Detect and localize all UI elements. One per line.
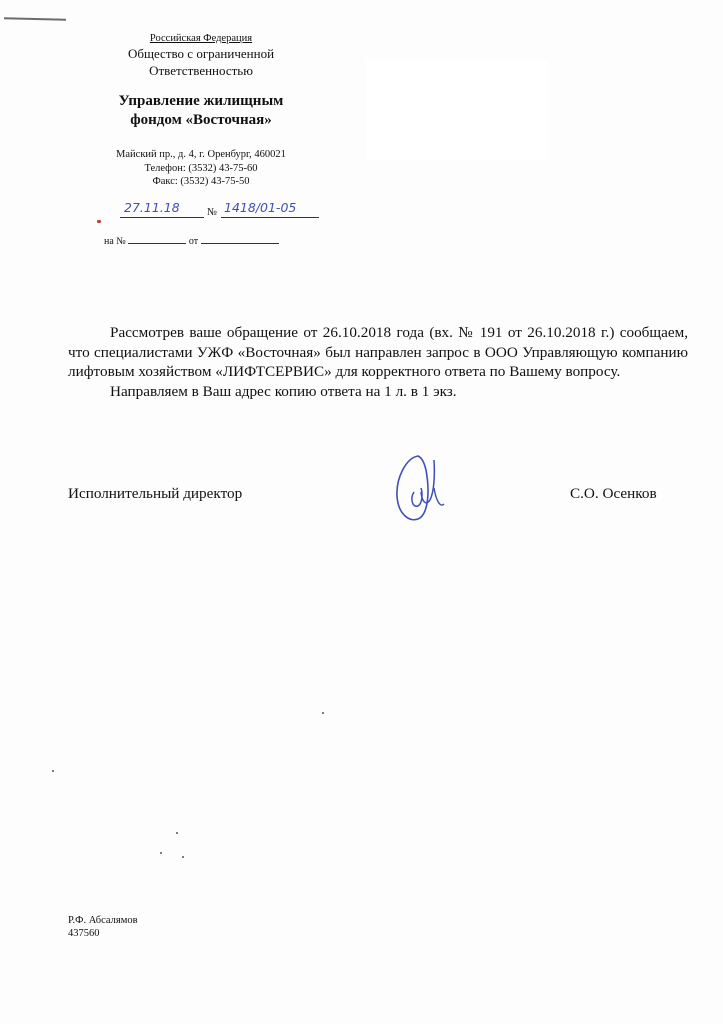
letter-body [68, 323, 688, 401]
handwritten-number: 1418/01-05 [224, 200, 297, 215]
letterhead-org-type-line2: Ответственностью [149, 63, 253, 78]
scan-speck [176, 832, 178, 834]
number-underline [221, 217, 319, 218]
body-paragraph-1: Рассмотрев ваше обращение от 26.10.2018 года (вх. № 191 от 26.10.2018 г.) сообщаем, что специалистами УЖФ «Восточная» был направлен запрос в ООО Управляющую компанию лифтовым хозяйством «ЛИФТСЕРВИС» для корректного ответа по Вашему вопросу. [68, 324, 688, 380]
letterhead-org-type-line1: Общество с ограниченной [127, 46, 275, 61]
scan-speck [160, 852, 162, 854]
scan-speck [52, 770, 54, 772]
date-underline [120, 217, 204, 218]
letterhead-fax: Факс: (3532) 43-75-50 [152, 176, 250, 187]
outgoing-registration-line [104, 200, 324, 223]
red-ink-dot [97, 220, 101, 223]
signatory-role: Исполнительный директор [68, 485, 243, 502]
letterhead-address: Майский пр., д. 4, г. Оренбург, 460021 [116, 149, 286, 160]
reply-from-label: от [188, 236, 199, 247]
handwritten-date: 27.11.18 [124, 200, 180, 215]
handwritten-signature [388, 448, 468, 528]
scan-artifact-line [4, 17, 66, 21]
executor-footer [68, 914, 138, 940]
scan-speck [322, 712, 324, 714]
scan-speck [182, 856, 184, 858]
executor-phone: 437560 [68, 928, 100, 939]
signatory-name: С.О. Осенков [570, 485, 657, 502]
letterhead-country: Российская Федерация [149, 33, 253, 44]
letterhead-contacts [96, 148, 306, 189]
executor-name: Р.Ф. Абсалямов [68, 915, 138, 926]
reply-to-label: на № [104, 236, 126, 247]
letterhead-org-name-line2: фондом «Восточная» [130, 112, 272, 128]
reply-date-blank [201, 234, 279, 244]
reply-number-blank [128, 234, 186, 244]
number-label: № [207, 207, 218, 218]
reply-reference-line [104, 234, 279, 247]
redacted-addressee-area [366, 60, 548, 160]
letterhead [96, 33, 306, 189]
letterhead-phone: Телефон: (3532) 43-75-60 [144, 162, 258, 174]
letterhead-org-name-line1: Управление жилищным [118, 93, 284, 109]
body-paragraph-2: Направляем в Ваш адрес копию ответа на 1 л. в 1 экз. [110, 382, 457, 400]
